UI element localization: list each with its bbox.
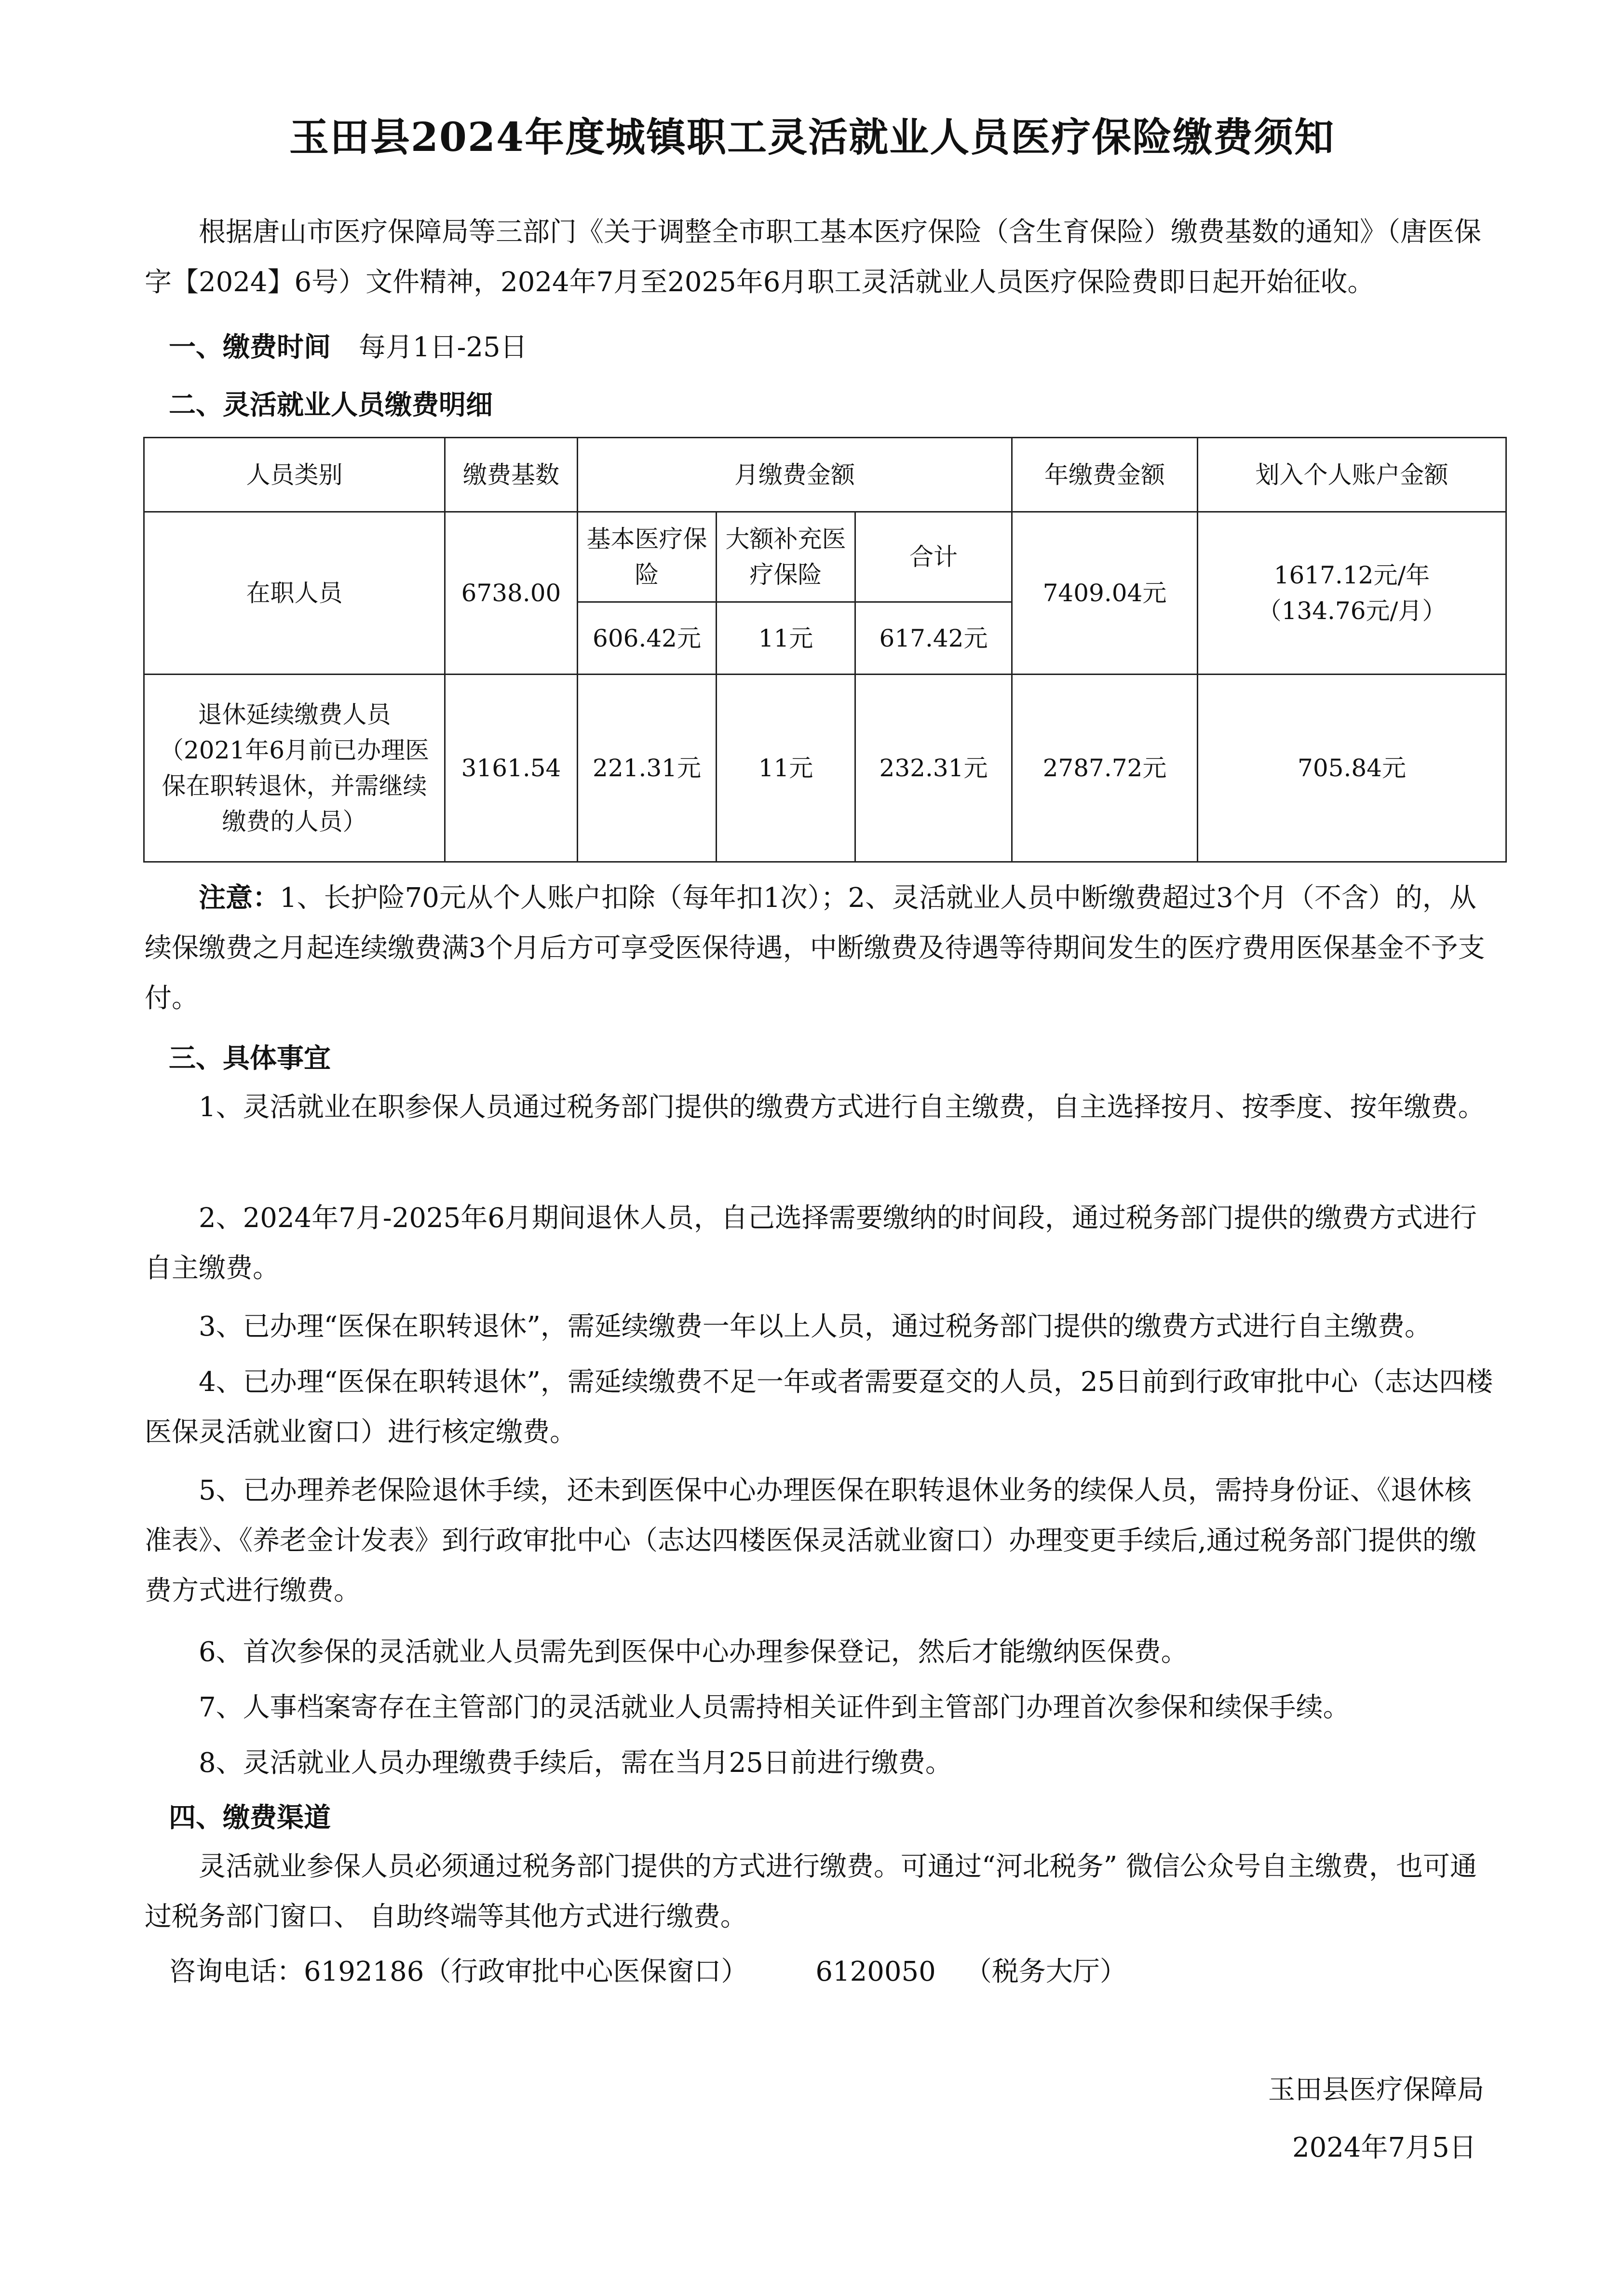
note-paragraph [145, 873, 1495, 1024]
header-basic: 基本医疗保险 [578, 512, 717, 602]
contact-label: 咨询电话： [169, 1956, 304, 1987]
cell-supplement: 11元 [717, 602, 855, 675]
header-supplement: 大额补充医疗保险 [717, 512, 855, 602]
list-item: 8、灵活就业人员办理缴费手续后，需在当月25日前进行缴费。 [199, 1747, 952, 1779]
table-row [144, 512, 1506, 602]
cell-account [1198, 512, 1506, 675]
note-label: 注意： [199, 882, 280, 914]
header-category: 人员类别 [144, 438, 445, 512]
page-title: 玉田县2024年度城镇职工灵活就业人员医疗保险缴费须知 [289, 114, 1335, 161]
cell-total: 232.31元 [855, 675, 1012, 862]
list-item: 1、灵活就业在职参保人员通过税务部门提供的缴费方式进行自主缴费，自主选择按月、按季度、按年缴费。 [199, 1092, 1485, 1123]
header-base: 缴费基数 [445, 438, 578, 512]
section-payment-time-label: 一、缴费时间 [169, 331, 331, 363]
list-item: 3、已办理“医保在职转退休”，需延续缴费一年以上人员，通过税务部门提供的缴费方式进行自主缴费。 [199, 1311, 1432, 1342]
table-row [144, 675, 1506, 862]
section-specifics-heading: 三、具体事宜 [169, 1042, 331, 1074]
cell-total: 617.42元 [855, 602, 1012, 675]
list-item: 2、2024年7月-2025年6月期间退休人员，自己选择需要缴纳的时间段，通过税务部门提供的缴费方式进行自主缴费。 [145, 1202, 1477, 1284]
cell-category-title: 退休延续缴费人员 [198, 701, 391, 729]
contact-line [169, 1950, 1127, 1994]
cell-supplement: 11元 [717, 675, 855, 862]
table-header-row [144, 438, 1506, 512]
cell-annual: 2787.72元 [1012, 675, 1198, 862]
cell-basic: 221.31元 [578, 675, 717, 862]
list-item: 4、已办理“医保在职转退休”，需延续缴费不足一年或者需要趸交的人员，25日前到行政审批中心（志达四楼医保灵活就业窗口）进行核定缴费。 [145, 1366, 1493, 1448]
section-channel-heading: 四、缴费渠道 [169, 1802, 331, 1834]
cell-category: 在职人员 [144, 512, 445, 675]
header-monthly: 月缴费金额 [578, 438, 1012, 512]
contact-phone-tax: 6120050 [815, 1956, 936, 1987]
cell-category [144, 675, 445, 862]
note-text: 1、长护险70元从个人账户扣除（每年扣1次）；2、灵活就业人员中断缴费超过3个月（不含）的，从续保缴费之月起连续缴费满3个月后方可享受医保待遇，中断缴费及待遇等待期间发生的医疗费用医保基金不予支付。 [145, 882, 1485, 1014]
signature-date: 2024年7月5日 [1292, 2132, 1476, 2163]
cell-account: 705.84元 [1198, 675, 1506, 862]
intro-paragraph: 根据唐山市医疗保障局等三部门《关于调整全市职工基本医疗保险（含生育保险）缴费基数的通知》（唐医保字【2024】6号）文件精神，2024年7月至2025年6月职工灵活就业人员医疗保险费即日起开始征收。 [145, 216, 1481, 298]
cell-account-annual: 1617.12元/年 [1273, 561, 1430, 589]
section-payment-time [169, 325, 528, 369]
header-account: 划入个人账户金额 [1198, 438, 1506, 512]
section-fee-detail-heading: 二、灵活就业人员缴费明细 [169, 389, 493, 421]
cell-base: 6738.00 [445, 512, 578, 675]
signature-org: 玉田县医疗保障局 [1268, 2074, 1484, 2106]
cell-category-note: （2021年6月前已办理医保在职转退休，并需继续缴费的人员） [159, 736, 430, 836]
channel-paragraph: 灵活就业参保人员必须通过税务部门提供的方式进行缴费。可通过“河北税务” 微信公众号自主缴费，也可通过税务部门窗口、 自助终端等其他方式进行缴费。 [145, 1851, 1477, 1932]
section-payment-time-value: 每月1日-25日 [358, 332, 528, 363]
contact-phone-medical: 6192186（行政审批中心医保窗口） [304, 1956, 748, 1987]
cell-base: 3161.54 [445, 675, 578, 862]
list-item: 5、已办理养老保险退休手续，还未到医保中心办理医保在职转退休业务的续保人员，需持身份证、《退休核准表》、《养老金计发表》到行政审批中心（志达四楼医保灵活就业窗口）办理变更手续后,通过税务部门提供的缴费方式进行缴费。 [145, 1475, 1476, 1607]
list-item: 7、人事档案寄存在主管部门的灵活就业人员需持相关证件到主管部门办理首次参保和续保手续。 [199, 1692, 1350, 1723]
list-item: 6、首次参保的灵活就业人员需先到医保中心办理参保登记，然后才能缴纳医保费。 [199, 1636, 1188, 1668]
cell-annual: 7409.04元 [1012, 512, 1198, 675]
contact-phone-tax-desc: （税务大厅） [964, 1956, 1127, 1987]
cell-basic: 606.42元 [578, 602, 717, 675]
header-total: 合计 [855, 512, 1012, 602]
fee-table [143, 437, 1507, 863]
header-annual: 年缴费金额 [1012, 438, 1198, 512]
cell-account-monthly: （134.76元/月） [1257, 597, 1447, 625]
